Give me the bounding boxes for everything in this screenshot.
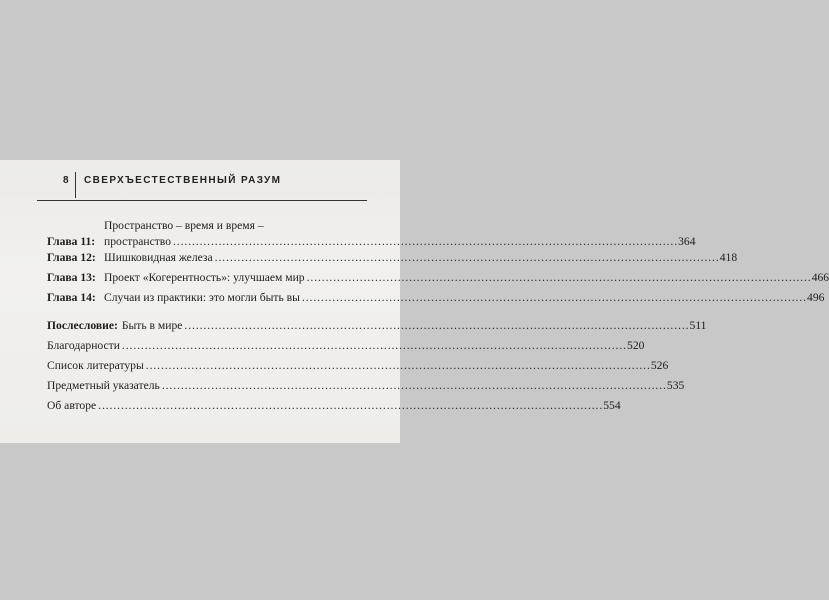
- page-number: 8: [63, 175, 69, 186]
- leader-dots: [120, 338, 627, 354]
- toc-entry-chapter-12[interactable]: [47, 250, 738, 270]
- page-ref: 520: [627, 339, 645, 352]
- page-ref: 496: [807, 291, 825, 304]
- toc-entry-about-author[interactable]: [47, 398, 621, 418]
- chapter-label: Глава 14:: [47, 291, 96, 304]
- entry-title: Благодарности: [47, 339, 120, 352]
- chapter-title: Случаи из практики: это могли быть вы: [104, 291, 300, 304]
- leader-dots: [171, 234, 678, 250]
- page-header: [0, 170, 400, 200]
- header-separator: [75, 172, 76, 198]
- chapter-label: Глава 12:: [47, 251, 96, 264]
- page-ref: 364: [678, 235, 696, 248]
- chapter-title-line2: пространство: [104, 235, 171, 248]
- toc-entry-index[interactable]: [47, 378, 685, 398]
- page-ref: 418: [719, 251, 738, 264]
- running-title: СВЕРХЪЕСТЕСТВЕННЫЙ РАЗУМ: [84, 175, 282, 186]
- entry-title: Список литературы: [47, 359, 144, 372]
- chapter-label: Глава 13:: [47, 271, 96, 284]
- afterword-label: Послесловие:: [47, 319, 118, 332]
- afterword-title: Быть в мире: [121, 319, 183, 332]
- toc-entry-bibliography[interactable]: [47, 358, 669, 378]
- chapter-title: Проект «Когерентность»: улучшаем мир: [104, 271, 305, 284]
- toc-entry-chapter-13[interactable]: [47, 270, 829, 290]
- toc-entry-acknowledgements[interactable]: [47, 338, 645, 358]
- page-ref: 466: [811, 271, 829, 284]
- chapter-title: Шишковидная железа: [104, 251, 213, 264]
- leader-dots: [182, 318, 689, 334]
- header-rule: [37, 200, 367, 201]
- page-ref: 526: [650, 359, 669, 372]
- chapter-label: Глава 11:: [47, 235, 96, 248]
- page-ref: 511: [689, 319, 707, 332]
- toc-entry-chapter-14[interactable]: [47, 290, 825, 310]
- leader-dots: [160, 378, 667, 394]
- leader-dots: [213, 250, 720, 266]
- page-ref: 535: [666, 379, 685, 392]
- leader-dots: [305, 270, 812, 286]
- page-ref: 554: [603, 399, 621, 412]
- book-page: [0, 160, 829, 443]
- chapter-title-line1: Пространство – время и время –: [104, 219, 264, 232]
- toc-entry-afterword[interactable]: [47, 318, 707, 338]
- toc-entry-chapter-11[interactable]: [47, 212, 696, 250]
- entry-title: Об авторе: [47, 399, 97, 412]
- entry-title: Предметный указатель: [47, 379, 160, 392]
- chapter-title-block: [104, 218, 695, 250]
- table-of-contents: [47, 212, 829, 418]
- chapter-title-line2-row: [104, 234, 695, 250]
- leader-dots: [300, 290, 807, 306]
- leader-dots: [96, 398, 603, 414]
- leader-dots: [144, 358, 651, 374]
